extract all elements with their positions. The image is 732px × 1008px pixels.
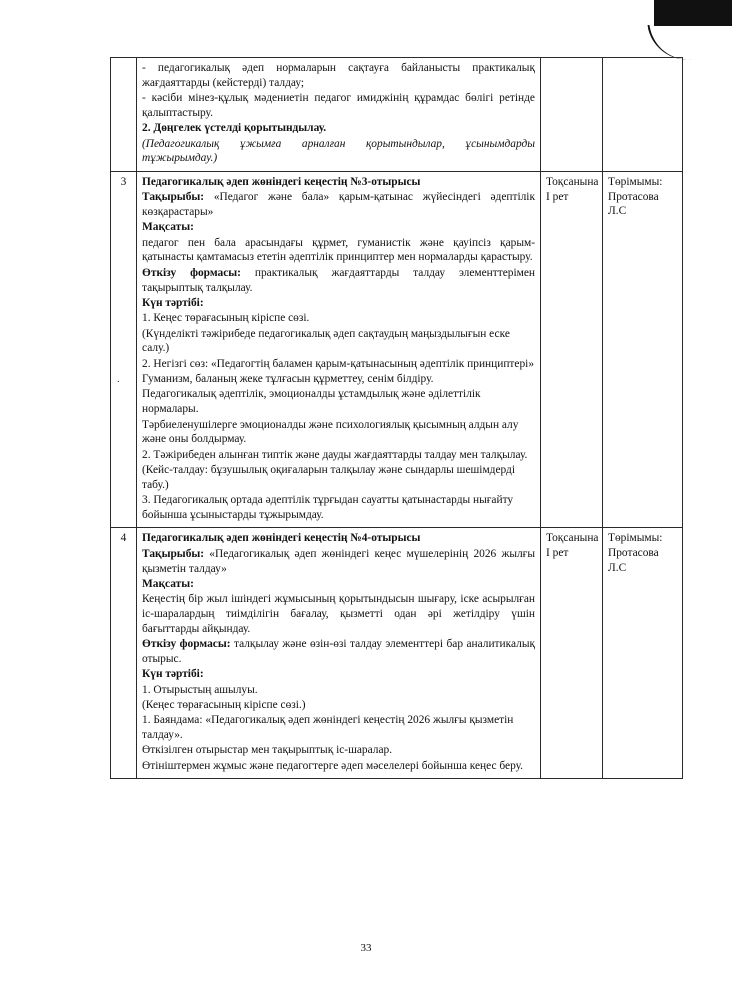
frequency-line-2: I рет — [546, 190, 569, 203]
content-line: (Кейс-талдау: бұзушылық оқиғаларын талқылау және сындарлы шешімдерді табу.) — [142, 464, 516, 491]
responsible-name: Протасова Л.С — [608, 190, 659, 218]
content-line: 3. Педагогикалық ортада әдептілік тұрғыдан сауатты қатынастарды нығайту бойынша ұсыныстарды тұжырымдау. — [142, 494, 514, 522]
content-line: 2. Тәжірибеден алынған типтік және дауды жағдаяттарды талдау мен талқылау. — [142, 448, 528, 461]
frequency-line-1: Тоқсанына — [546, 175, 599, 188]
content-line: Мақсаты: — [142, 577, 194, 590]
content-line: 1. Кеңес төрағасының кіріспе сөзі. — [142, 312, 310, 325]
row-frequency — [541, 58, 603, 172]
margin-tick-mark: . — [117, 373, 120, 385]
content-line: 2. Негізгі сөз: «Педагогтің баламен қарым-қатынасының әдептілік принциптері» — [142, 357, 535, 370]
row-responsible — [603, 171, 683, 528]
content-line: Гуманизм, баланың жеке тұлғасын құрметтеу, сенім білдіру. — [142, 373, 434, 386]
content-line: Күн тәртібі: — [142, 296, 204, 309]
table-row — [111, 528, 683, 779]
content-line: педагог пен бала арасындағы құрмет, гуманистік және қауіпсіз қарым-қатынасты қамтамасыз ететін әдептілік принциптер мен нормаларды қарастыру. — [142, 236, 535, 264]
content-heading: Педагогикалық әдеп жөніндегі кеңестің №4-отырысы — [142, 532, 421, 545]
page-number: 33 — [360, 942, 372, 954]
row-content — [137, 171, 541, 528]
content-line: - педагогикалық әдеп нормаларын сақтауға байланысты практикалық жағдаяттарды (кейстерді) талдау; — [142, 62, 535, 89]
row-content — [137, 58, 541, 172]
content-line: 1. Отырыстың ашылуы. — [142, 683, 258, 696]
table-row — [111, 171, 683, 528]
table-row — [111, 58, 683, 172]
content-line: - кәсіби мінез-құлық мәдениетін педагог имиджінің құрамдас бөлігі ретінде қалыптастыру. — [142, 92, 535, 119]
row-responsible — [603, 58, 683, 172]
row-number: 3 — [111, 171, 137, 528]
content-line: Өткізу формасы: талқылау және өзін-өзі талдау элементтері бар аналитикалық отырыс. — [142, 638, 536, 665]
content-line: Өтініштермен жұмыс және педагогтерге әдеп мәселелері бойынша кеңес беру. — [142, 759, 524, 772]
row-number — [111, 58, 137, 172]
row-number: 4 — [111, 528, 137, 779]
responsible-label: Төрімымы: — [608, 175, 663, 188]
row-frequency — [541, 171, 603, 528]
frequency-line-2: I рет — [546, 547, 569, 560]
content-line: (Күнделікті тәжірибеде педагогикалық әдеп сақтаудың маңыздылығын еске салу.) — [142, 327, 510, 355]
responsible-name: Протасова Л.С — [608, 547, 659, 574]
content-line: Өткізу формасы: практикалық жағдаяттарды талдау элементтерімен тақырыптық талқылау. — [142, 266, 535, 294]
content-heading: Педагогикалық әдеп жөніндегі кеңестің №3-отырысы — [142, 175, 421, 188]
plan-table — [110, 57, 683, 779]
row-content — [137, 528, 541, 779]
frequency-line-1: Тоқсанына — [546, 532, 599, 545]
content-line: 1. Баяндама: «Педагогикалық әдеп жөніндегі кеңестің 2026 жылғы қызметін талдау». — [142, 714, 514, 742]
content-line: Күн тәртібі: — [142, 668, 204, 681]
content-line: Тәрбиеленушілерге эмоционалды және психологиялық қысымның алдын алу және оны болдырмау. — [142, 418, 519, 446]
content-line: Тақырыбы: «Педагогикалық әдеп жөніндегі кеңес мүшелерінің 2026 жылғы қызметін талдау» — [142, 547, 535, 575]
content-line: (Кеңес төрағасының кіріспе сөзі.) — [142, 698, 306, 711]
content-line: Мақсаты: — [142, 221, 194, 234]
content-line: Кеңестің бір жыл ішіндегі жұмысының қорытындысын шығару, іске асырылған іс-шаралардың тиімділігін бағалау, қызметті одан әрі жетілдіру үшін бағыттарды айқындау. — [142, 593, 535, 635]
content-line: (Педагогикалық ұжымға арналған қорытындылар, ұсынымдарды тұжырымдау.) — [142, 137, 535, 165]
responsible-label: Төрімымы: — [608, 532, 663, 545]
content-line: Тақырыбы: «Педагог және бала» қарым-қатынас жүйесіндегі әдептілік көзқарастары» — [142, 191, 535, 218]
row-frequency — [541, 528, 603, 779]
content-line: 2. Дөңгелек үстелді қорытындылау. — [142, 122, 327, 135]
content-line: Педагогикалық әдептілік, эмоционалды ұстамдылық және әділеттілік нормалары. — [142, 388, 481, 416]
content-line: Өткізілген отырыстар мен тақырыптық іс-шаралар. — [142, 744, 393, 757]
row-responsible — [603, 528, 683, 779]
